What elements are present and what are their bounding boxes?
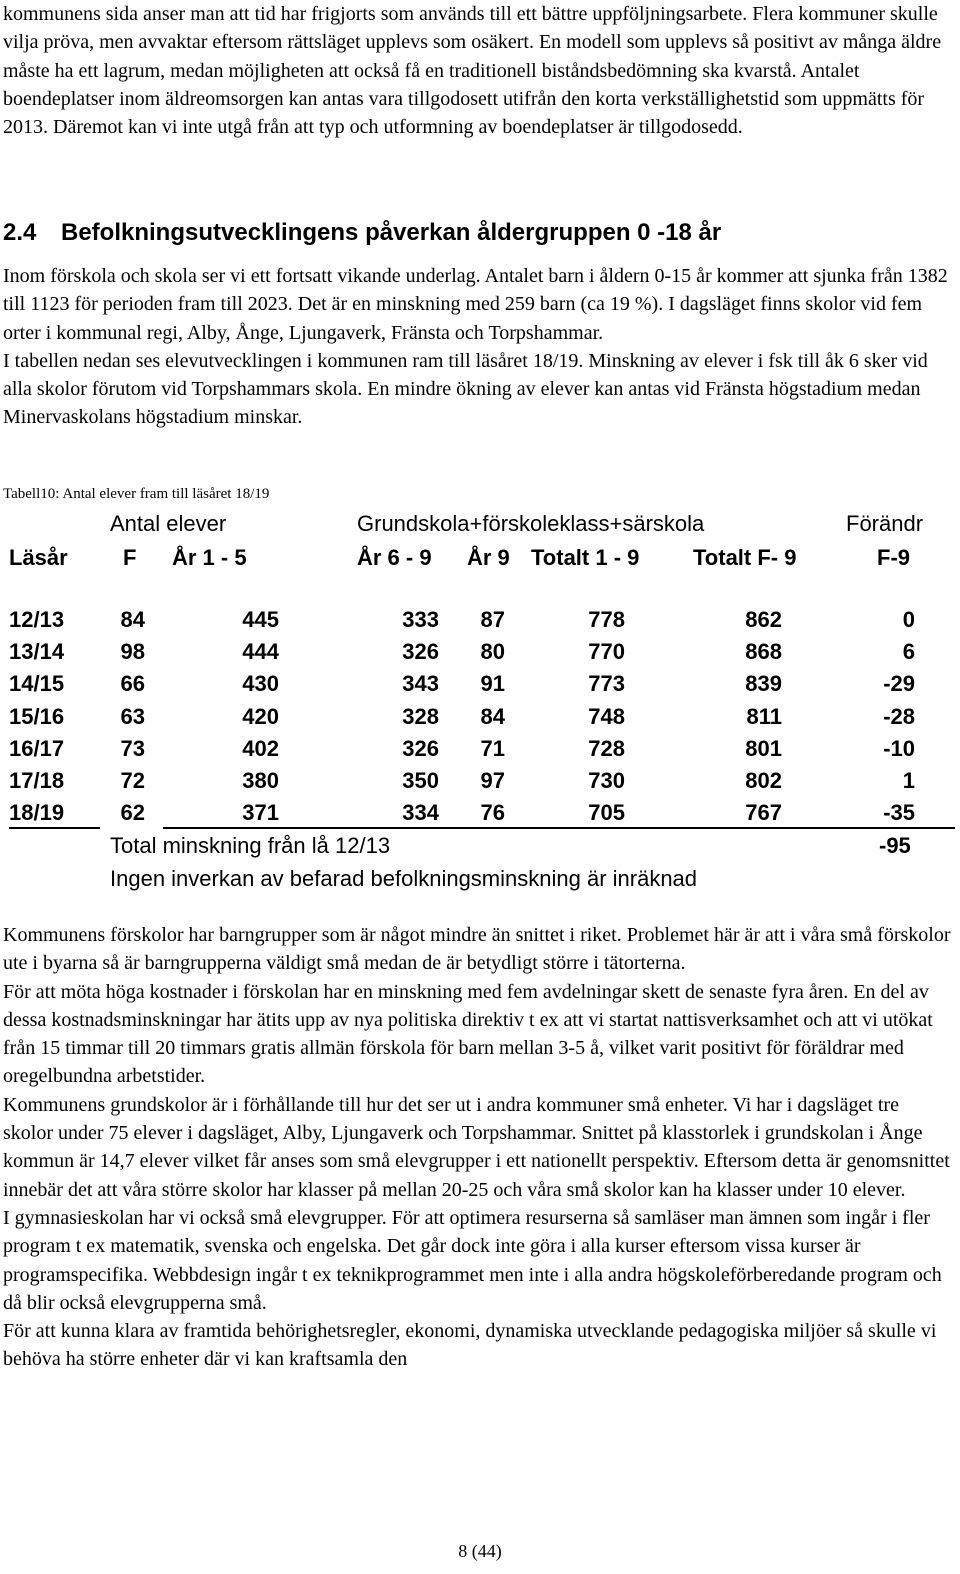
cell-f: 63 xyxy=(120,703,145,729)
col-header-lasar: Läsår xyxy=(9,545,68,570)
cell-ar-6-9: 326 xyxy=(402,735,439,761)
cell-ar-9: 84 xyxy=(480,703,505,729)
cell-totalt-1-9: 748 xyxy=(588,703,625,729)
cell-f-9: 1 xyxy=(902,768,915,793)
cell-f-9: 0 xyxy=(902,607,915,632)
cell-ar-6-9: 326 xyxy=(402,639,439,665)
cell-lasar: 12/13 xyxy=(9,607,65,632)
cell-lasar: 16/17 xyxy=(9,735,65,761)
col-header-f: F xyxy=(123,545,137,570)
table-underline-1 xyxy=(9,827,100,829)
cell-totalt-f-9: 839 xyxy=(745,671,782,697)
cell-f: 73 xyxy=(120,735,145,761)
table-caption: Tabell10: Antal elever fram till läsåret 18/19 xyxy=(3,486,270,502)
cell-ar-9: 71 xyxy=(480,735,505,761)
header-antal-elever: Antal elever xyxy=(110,511,227,536)
cell-lasar: 18/19 xyxy=(9,800,65,826)
cell-totalt-1-9: 773 xyxy=(588,671,625,697)
cell-f-9: -29 xyxy=(883,671,915,697)
cell-ar-6-9: 334 xyxy=(402,800,439,826)
cell-f: 72 xyxy=(120,768,145,793)
cell-totalt-f-9: 868 xyxy=(745,639,782,665)
cell-ar-9: 76 xyxy=(480,800,505,826)
population-paragraph-2: I tabellen nedan ses elevutvecklingen i kommunen ram till läsåret 18/19. Minskning av elever i fsk till åk 6 sker vid alla skolor förutom vid Torpshammars skola. En mindre ökning av elever kan antas vid Fränsta högstadium medan Minervaskolans högstadium minskar. xyxy=(3,349,928,429)
col-header-f-9: F-9 xyxy=(877,545,910,570)
cell-f-9: -28 xyxy=(883,703,915,729)
cell-f: 98 xyxy=(120,639,145,665)
cell-lasar: 14/15 xyxy=(9,671,65,697)
school-paragraph-2: För att möta höga kostnader i förskolan har en minskning med fem avdelningar skett de senaste fyra åren. En del av dessa kostnadsminskningar har ätits upp av nya politiska direktiv t ex att vi startat nattisverksamhet och att vi utökat från 15 timmar till 20 timmars gratis allmän förskola för barn mellan 3-5 å, vilket varit positivt för föräldrar med oregelbundna arbetstider. xyxy=(3,980,933,1088)
table-note: Ingen inverkan av befarad befolkningsminskning är inräknad xyxy=(110,866,698,891)
school-paragraph-3: Kommunens grundskolor är i förhållande till hur det ser ut i andra kommuner små enheter. Vi har i dagsläget tre skolor under 75 elever i dagsläget, Alby, Ljungaverk och Torpshammar. Snittet på klasstorlek i grundskolan i Ånge kommun är 14,7 elever vilket får anses som små elevgrupper i ett nationellt perspektiv. Eftersom detta är genomsnittet innebär det att våra större skolor har klasser på mellan 20-25 och våra små skolor kan ha klasser under 10 elever. xyxy=(3,1093,950,1201)
header-forandr: Förändr xyxy=(846,511,924,536)
cell-totalt-f-9: 767 xyxy=(745,800,782,826)
intro-paragraph: kommunens sida anser man att tid har frigjorts som används till ett bättre uppföljningsarbete. Flera kommuner skulle vilja pröva, men avvaktar eftersom rättsläget upplevs som osäkert. En modell som upplevs så positivt av många äldre måste ha ett lagrum, medan möjligheten att också få en traditionell biståndsbedömning ska kvarstå. Antalet boendeplatser inom äldreomsorgen kan antas vara tillgodosett utifrån den korta verkställighetstid som uppmätts för 2013. Däremot kan vi inte utgå från att typ och utformning av boendeplatser är tillgodosedd. xyxy=(3,3,942,139)
cell-ar-1-5: 445 xyxy=(242,607,279,632)
population-paragraph-1: Inom förskola och skola ser vi ett fortsatt vikande underlag. Antalet barn i åldern 0-15 år kommer att sjunka från 1382 till 1123 för perioden fram till 2023. Det är en minskning med 259 barn (ca 19 %). I dagsläget finns skolor vid fem orter i kommunal regi, Alby, Ånge, Ljungaverk, Fränsta och Torpshammar. xyxy=(3,265,948,344)
school-paragraph-5: För att kunna klara av framtida behörighetsregler, ekonomi, dynamiska utvecklande pedagogiska miljöer så skulle vi behöva ha större enheter där vi kan kraftsamla den xyxy=(3,1320,937,1371)
cell-totalt-1-9: 778 xyxy=(588,607,625,632)
cell-totalt-f-9: 802 xyxy=(745,768,782,793)
cell-totalt-f-9: 811 xyxy=(746,703,782,729)
section-title: Befolkningsutvecklingens påverkan åldergruppen 0 -18 år xyxy=(61,219,722,246)
school-paragraph-4: I gymnasieskolan har vi också små elevgrupper. För att optimera resurserna så samläser man ämnen som ingår i fler program t ex matematik, svenska och engelska. Det går dock inte göra i alla kurser eftersom vissa kurser är programspecifika. Webbdesign ingår t ex teknikprogrammet men inte i alla andra högskoleförberedande program och då blir också elevgrupperna små. xyxy=(3,1206,942,1314)
cell-f: 66 xyxy=(120,671,145,697)
cell-ar-1-5: 402 xyxy=(242,735,279,761)
cell-ar-6-9: 328 xyxy=(402,703,439,729)
cell-ar-1-5: 444 xyxy=(242,639,279,665)
col-header-ar-6-9: År 6 - 9 xyxy=(357,545,432,570)
cell-f-9: 6 xyxy=(902,639,915,665)
population-paragraph xyxy=(3,262,953,432)
header-grundskola: Grundskola+förskoleklass+särskola xyxy=(357,511,705,536)
cell-totalt-1-9: 728 xyxy=(588,735,625,761)
cell-ar-1-5: 380 xyxy=(242,768,279,793)
cell-ar-9: 97 xyxy=(480,768,505,793)
section-heading xyxy=(3,219,721,247)
cell-ar-1-5: 371 xyxy=(242,800,279,826)
cell-lasar: 13/14 xyxy=(9,639,65,665)
cell-f-9: -35 xyxy=(883,800,915,826)
table-underline-2 xyxy=(163,827,955,829)
col-header-totalt-1-9: Totalt 1 - 9 xyxy=(531,545,640,570)
cell-f: 62 xyxy=(120,800,145,826)
col-header-ar-9: År 9 xyxy=(467,545,510,570)
col-header-totalt-f-9: Totalt F- 9 xyxy=(693,545,797,570)
cell-f: 84 xyxy=(120,607,145,632)
total-label: Total minskning från lå 12/13 xyxy=(110,833,391,858)
school-paragraphs xyxy=(3,921,953,1374)
cell-ar-6-9: 350 xyxy=(402,768,439,793)
cell-lasar: 15/16 xyxy=(9,703,65,729)
page-number: 8 (44) xyxy=(458,1541,502,1561)
cell-totalt-f-9: 862 xyxy=(745,607,782,632)
total-value: -95 xyxy=(879,833,911,858)
pupil-table xyxy=(0,505,960,895)
cell-ar-9: 80 xyxy=(480,639,505,665)
cell-ar-9: 87 xyxy=(480,607,505,632)
school-paragraph-1: Kommunens förskolor har barngrupper som är något mindre än snittet i riket. Problemet här är att i våra små förskolor ute i byarna så är barngrupperna väldigt små medan de är betydligt större i tätorterna. xyxy=(3,924,951,975)
cell-totalt-1-9: 730 xyxy=(588,768,625,793)
cell-f-9: -10 xyxy=(883,735,915,761)
cell-totalt-1-9: 770 xyxy=(588,639,625,665)
cell-totalt-1-9: 705 xyxy=(588,800,625,826)
section-number: 2.4 xyxy=(3,219,37,246)
cell-ar-6-9: 333 xyxy=(402,607,439,632)
cell-ar-1-5: 430 xyxy=(242,671,279,697)
cell-ar-6-9: 343 xyxy=(402,671,439,697)
cell-totalt-f-9: 801 xyxy=(745,735,782,761)
col-header-ar-1-5: År 1 - 5 xyxy=(172,545,247,570)
cell-ar-9: 91 xyxy=(480,671,505,697)
cell-ar-1-5: 420 xyxy=(242,703,279,729)
cell-lasar: 17/18 xyxy=(9,768,65,793)
